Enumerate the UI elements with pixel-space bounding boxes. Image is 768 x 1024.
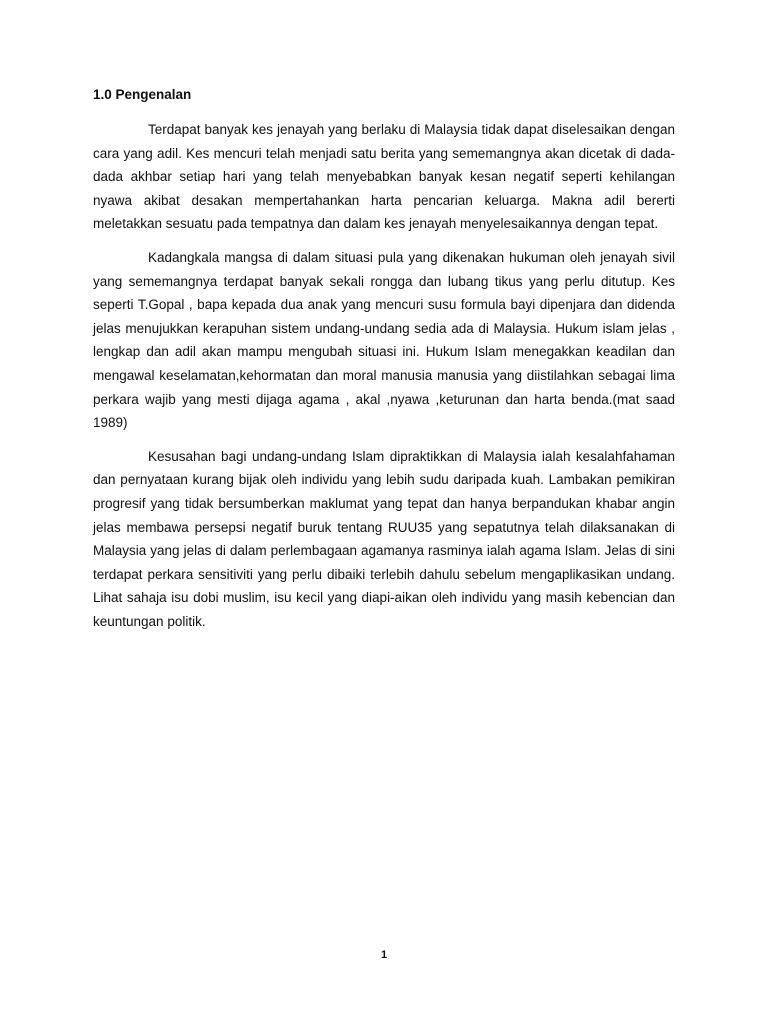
paragraph-3: Kesusahan bagi undang-undang Islam dipraktikkan di Malaysia ialah kesalahfahaman dan pernyataan kurang bijak oleh individu yang lebih sudu daripada kuah. Lambakan pemikiran progresif yang tidak bersumberkan maklumat yang tepat dan hanya berpandukan khabar angin jelas membawa persepsi negatif buruk tentang RUU35 yang sepatutnya telah dilaksanakan di Malaysia yang jelas di dalam perlembagaan agamanya rasminya ialah agama Islam. Jelas di sini terdapat perkara sensitiviti yang perlu dibaiki terlebih dahulu sebelum mengaplikasikan undang. Lihat sahaja isu dobi muslim, isu kecil yang diapi-aikan oleh individu yang masih kebencian dan keuntungan politik. [93, 448, 675, 629]
page-number: 1 [380, 949, 388, 961]
page-content [93, 84, 675, 643]
section-heading: 1.0 Pengenalan [93, 87, 192, 102]
paragraph-1: Terdapat banyak kes jenayah yang berlaku di Malaysia tidak dapat diselesaikan dengan cara yang adil. Kes mencuri telah menjadi satu berita yang sememangnya akan dicetak di dada-dada akhbar setiap hari yang telah menyebabkan banyak kesan negatif seperti kehilangan nyawa akibat desakan mempertahankan harta pencarian keluarga. Makna adil bererti meletakkan sesuatu pada tempatnya dan dalam kes jenayah menyelesaikannya dengan tepat. [93, 122, 675, 232]
paragraph-2: Kadangkala mangsa di dalam situasi pula yang dikenakan hukuman oleh jenayah sivil yang sememangnya terdapat banyak sekali rongga dan lubang tikus yang perlu ditutup. Kes seperti T.Gopal , bapa kepada dua anak yang mencuri susu formula bayi dipenjara dan didenda jelas menujukkan kerapuhan sistem undang-undang sedia ada di Malaysia. Hukum islam jelas , lengkap dan adil akan mampu mengubah situasi ini. Hukum Islam menegakkan keadilan dan mengawal keselamatan,kehormatan dan moral manusia manusia yang diistilahkan sebagai lima perkara wajib yang mesti dijaga agama , akal ,nyawa ,keturunan dan harta benda.(mat saad 1989) [93, 249, 675, 431]
